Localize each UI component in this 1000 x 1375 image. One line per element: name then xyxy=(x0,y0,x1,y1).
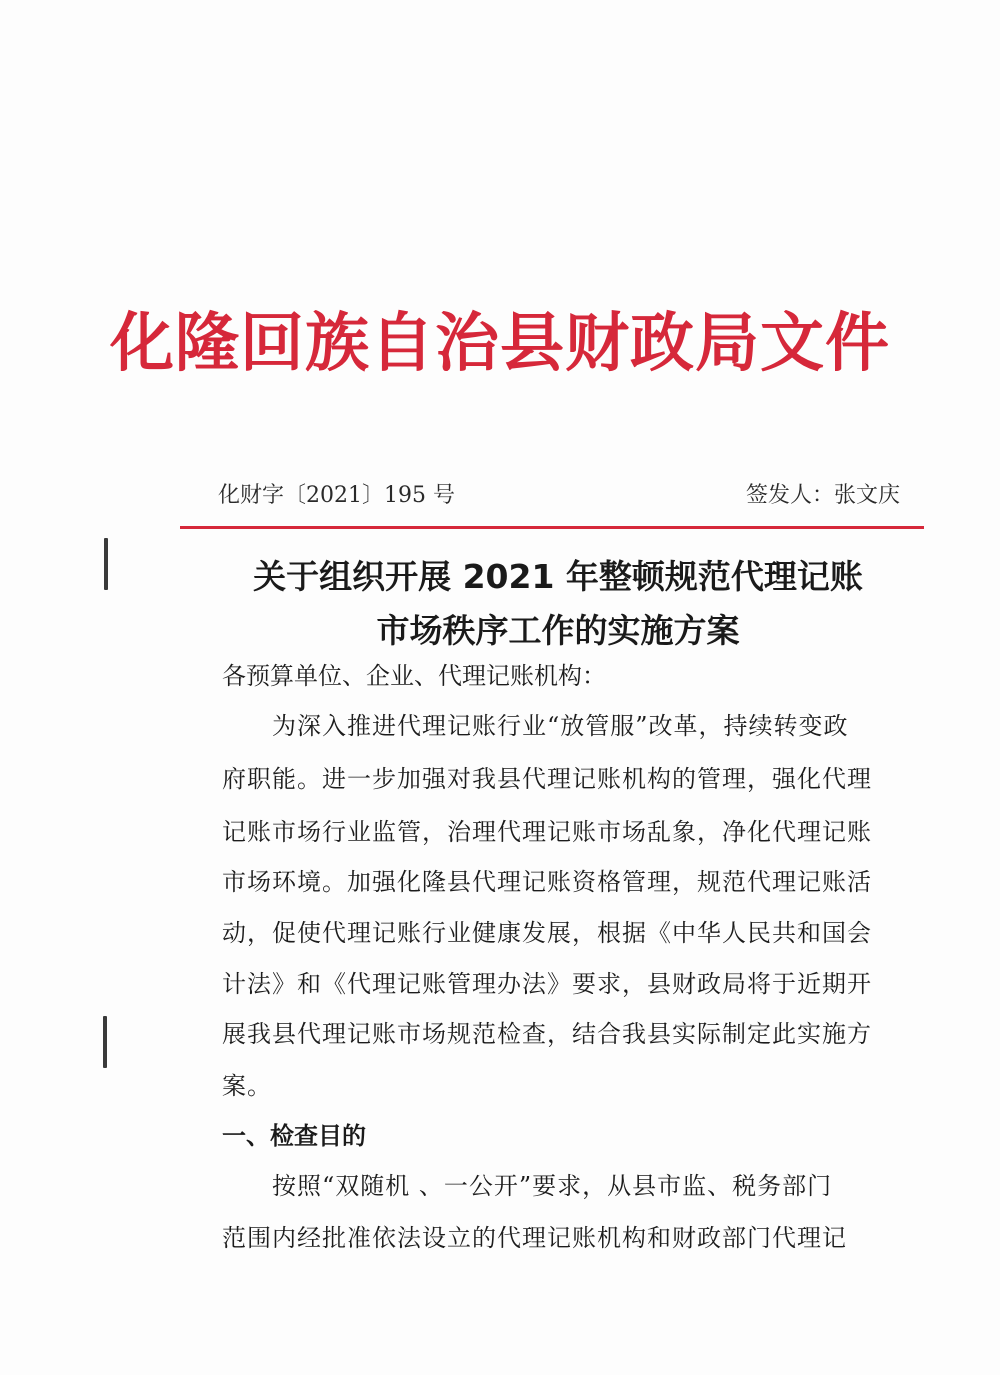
paragraph-line: 计法》和《代理记账管理办法》要求，县财政局将于近期开 xyxy=(222,970,872,998)
red-divider xyxy=(180,526,924,529)
document-number: 化财字〔2021〕195 号 xyxy=(218,483,455,508)
document-title-line-1: 关于组织开展 2021 年整顿规范代理记账 xyxy=(253,557,863,596)
paragraph-line: 动，促使代理记账行业健康发展，根据《中华人民共和国会 xyxy=(222,919,872,947)
paragraph-line: 按照“双随机 、一公开”要求，从县市监、税务部门 xyxy=(272,1172,833,1200)
signer: 签发人：张文庆 xyxy=(745,483,900,508)
document-meta xyxy=(218,478,900,509)
paragraph-line: 案。 xyxy=(222,1072,272,1100)
paragraph-line: 记账市场行业监管，治理代理记账市场乱象，净化代理记账 xyxy=(222,818,872,846)
binding-staple-mark xyxy=(103,1016,107,1068)
issuer-header: 化隆回族自治县财政局文件 xyxy=(110,307,890,381)
document-title-line-2: 市场秩序工作的实施方案 xyxy=(376,611,740,650)
paragraph-line: 府职能。进一步加强对我县代理记账机构的管理，强化代理 xyxy=(222,765,872,793)
paragraph-line: 展我县代理记账市场规范检查，结合我县实际制定此实施方 xyxy=(222,1020,872,1048)
paragraph-line: 范围内经批准依法设立的代理记账机构和财政部门代理记 xyxy=(222,1224,847,1252)
paragraph-line: 市场环境。加强化隆县代理记账资格管理，规范代理记账活 xyxy=(222,868,872,896)
section-heading: 一、检查目的 xyxy=(222,1122,366,1150)
salutation: 各预算单位、企业、代理记账机构： xyxy=(222,662,606,690)
paragraph-line: 为深入推进代理记账行业“放管服”改革，持续转变政 xyxy=(272,712,849,740)
